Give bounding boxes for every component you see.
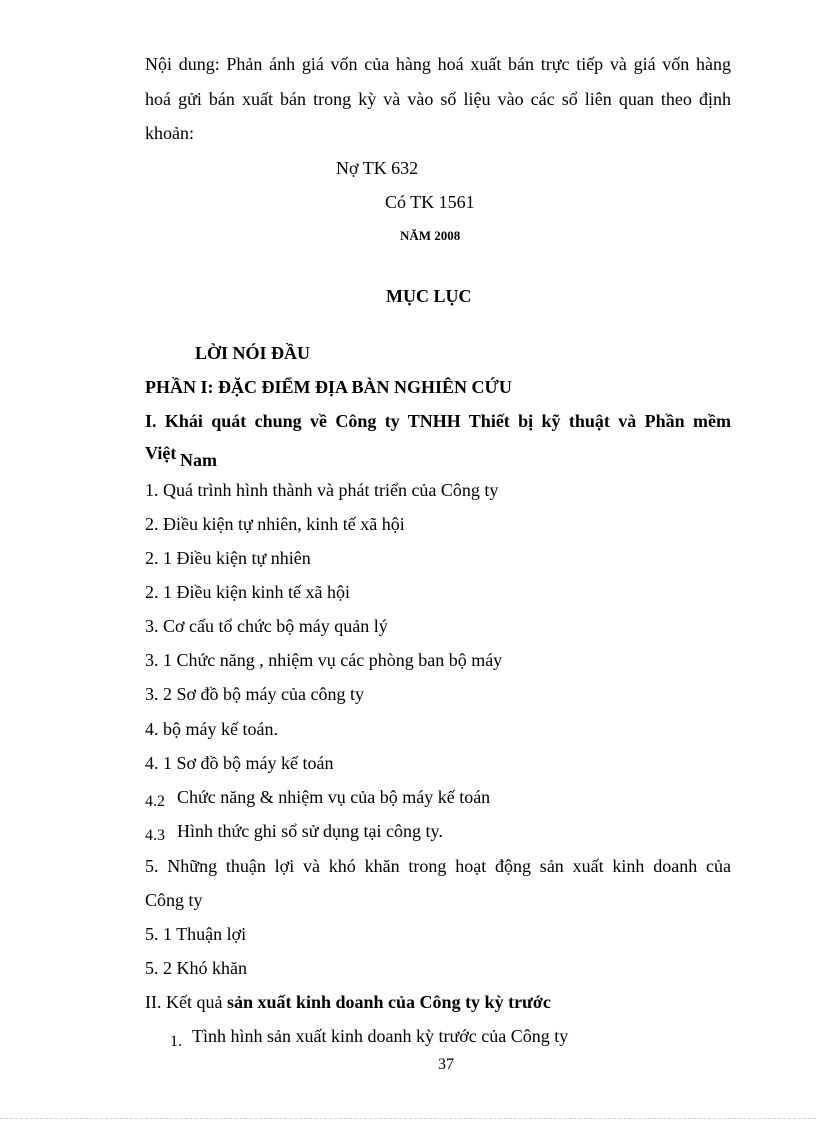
intro-line-3: khoản: <box>145 123 194 143</box>
toc-item-2-1b: 2. 1 Điều kiện kinh tế xã hội <box>145 582 350 602</box>
toc-preface: LỜI NÓI ĐẦU <box>195 343 311 363</box>
toc-item-5-2: 5. 2 Khó khăn <box>145 958 247 978</box>
toc-part-1: PHẦN I: ĐẶC ĐIỂM ĐỊA BÀN NGHIÊN CỨU <box>145 377 512 397</box>
toc-item-4-2-text: Chức năng & nhiệm vụ của bộ máy kế toán <box>177 787 491 807</box>
toc-section-1-line-2b: Nam <box>180 450 217 470</box>
toc-subitem-1-number: 1. <box>170 1033 182 1050</box>
toc-item-2: 2. Điều kiện tự nhiên, kinh tế xã hội <box>145 514 405 534</box>
toc-item-4-2-number: 4.2 <box>145 793 165 810</box>
toc-section-1-line-1: I. Khái quát chung về Công ty TNHH Thiết bị kỹ thuật và Phần mềm <box>145 411 731 431</box>
page-number: 37 <box>438 1056 454 1073</box>
toc-item-3-1: 3. 1 Chức năng , nhiệm vụ các phòng ban bộ máy <box>145 650 503 670</box>
intro-line-1: Nội dung: Phản ánh giá vốn của hàng hoá xuất bán trực tiếp và giá vốn hàng <box>145 54 731 74</box>
toc-item-5-line-2: Công ty <box>145 890 203 910</box>
toc-item-4: 4. bộ máy kế toán. <box>145 719 278 739</box>
toc-title: MỤC LỤC <box>386 286 472 306</box>
entry-year: NĂM 2008 <box>400 228 461 243</box>
toc-item-1: 1. Quá trình hình thành và phát triển của Công ty <box>145 480 499 500</box>
intro-line-2: hoá gửi bán xuất bán trong kỳ và vào số liệu vào các sổ liên quan theo định <box>145 89 731 109</box>
toc-section-2-title: sản xuất kinh doanh của Công ty kỳ trước <box>226 992 551 1012</box>
toc-section-2 <box>145 991 551 1013</box>
toc-item-5-line-1: 5. Những thuận lợi và khó khăn trong hoạt động sản xuất kinh doanh của <box>145 856 731 876</box>
toc-item-2-1a: 2. 1 Điều kiện tự nhiên <box>145 548 311 568</box>
toc-item-3: 3. Cơ cấu tổ chức bộ máy quản lý <box>145 616 388 636</box>
toc-item-4-3-number: 4.3 <box>145 827 165 844</box>
toc-subitem-1-text: Tình hình sản xuất kinh doanh kỳ trước của Công ty <box>192 1026 569 1046</box>
toc-item-4-1: 4. 1 Sơ đồ bộ máy kế toán <box>145 753 334 773</box>
toc-section-1-line-2a: Việt <box>145 443 177 463</box>
toc-section-2-prefix: II. Kết quả <box>145 992 223 1012</box>
page-bottom-divider <box>0 1118 816 1119</box>
entry-credit: Có TK 1561 <box>385 192 475 212</box>
toc-item-4-3-text: Hình thức ghi sổ sử dụng tại công ty. <box>177 821 443 841</box>
toc-item-5-1: 5. 1 Thuận lợi <box>145 924 247 944</box>
toc-item-3-2: 3. 2 Sơ đồ bộ máy của công ty <box>145 684 364 704</box>
entry-debit: Nợ TK 632 <box>336 158 419 178</box>
